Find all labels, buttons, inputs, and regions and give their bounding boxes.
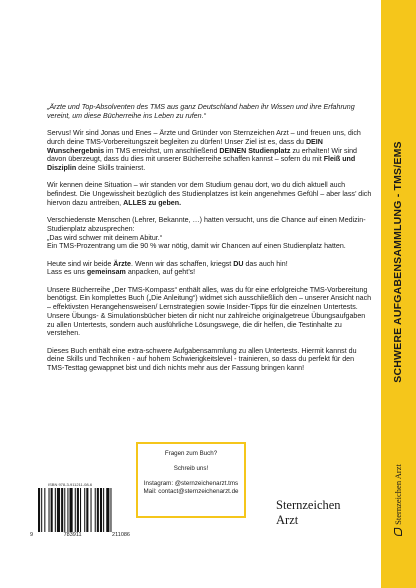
barcode-bar (51, 488, 53, 532)
barcode-bar (97, 488, 99, 532)
text-bold: gemeinsam (86, 268, 126, 277)
text-run: zu erhalten! Wir sind davon überzeugt, dass du dies mit unserer Bücherreihe schaffen kannst – sofern du mit (47, 146, 358, 164)
paragraph-intro (47, 129, 373, 173)
text-bold: Fleiß und Disziplin (47, 155, 356, 172)
barcode-bar (110, 488, 111, 532)
spine-brand (393, 464, 403, 536)
barcode-bars (30, 480, 130, 532)
barcode-bar (80, 488, 81, 532)
barcode-bar (41, 488, 42, 532)
barcode-bar (91, 488, 92, 532)
barcode-bar (70, 488, 73, 532)
text-bold: DU (233, 259, 244, 268)
text-bold: ALLES zu geben. (123, 198, 182, 207)
barcode-bar (67, 488, 68, 532)
contact-instagram: Instagram: @sternzeichenarzt.tms (143, 480, 239, 487)
paragraph-doubters (47, 216, 373, 251)
text-run: Wir kennen deine Situation – wir standen vor dem Studium genau dort, wo du dich aktuell auch befindest. Die Ungewissheit bezüglich des Studienplatzes ist kein angenehmes Gefühl – aber lass’ dich hiervon dazu antreiben, (47, 181, 372, 207)
publisher-logo (276, 498, 341, 528)
text-bold: DEINEN Studienplatz (219, 146, 291, 155)
text-run: Verschiedenste Menschen (Lehrer, Bekannte, …) hatten versucht, uns die Chance auf einen Medizin-Studienplatz abzusprechen: (47, 216, 366, 233)
barcode-bar (100, 488, 102, 532)
text-run: Servus! Wir sind Jonas und Enes – Ärzte und Gründer von Sternzeichen Arzt – und freuen uns, dich durch deine TMS-Vorbereitungszeit begleiten zu dürfen! Unser Ziel ist es, dass du (47, 129, 361, 146)
barcode-bar (64, 488, 65, 532)
barcode-isbn-text: ISBN 978-3-911211-08-6 (48, 482, 93, 487)
publisher-logo-line1: Sternzeichen (276, 498, 341, 512)
contact-box (136, 442, 246, 518)
intro-quote: „Ärzte und Top-Absolventen des TMS aus ganz Deutschland haben ihr Wissen und ihre Erfahrung vereint, um diese Bücherreihe ins Leben zu rufen.“ (47, 103, 355, 120)
paragraph-motivation (47, 260, 373, 277)
barcode-bar (103, 488, 104, 532)
contact-question: Fragen zum Buch? (164, 450, 218, 457)
text-run: „Das wird schwer mit deinem Abitur.“ (47, 233, 163, 242)
publisher-logo-line2: Arzt (276, 513, 299, 527)
paragraph-series: Unsere Bücherreihe „Der TMS-Kompass“ enthält alles, was du für eine erfolgreiche TMS-Vorbereitung benötigst. Ein komplettes Buch („Die Anleitung“) widmet sich ausschließlich den – unserer Ansicht nach – effektivsten Herangehensweisen/ Lernstrategien sowie Insider-Tipps für die einzelnen Untertests. Unsere Übungs- & Simulationsbücher bieten dir nicht nur zahlreiche originalgetreue Übungsaufgaben zu allen Untertests, sondern auch ausführliche Lösungswege, die dir helfen, die Testinhalte zu verstehen. (47, 285, 372, 338)
text-run: Lass es uns (47, 268, 87, 277)
back-cover-text (47, 103, 373, 381)
text-run: deine Skills trainierst. (76, 163, 146, 172)
barcode-bar (106, 488, 109, 532)
text-bold: Ärzte (113, 259, 131, 268)
barcode-bar (61, 488, 63, 532)
barcode-bar (49, 488, 50, 532)
text-bold: DEIN Wunschergebnis (47, 137, 323, 155)
barcode-digit-first: 9 (30, 532, 34, 538)
text-run: im TMS erreichst, um anschließend (104, 146, 220, 155)
text-run: Ein TMS-Prozentrang um die 90 % war nötig, damit wir Chancen auf einen Studienplatz hatten. (47, 242, 346, 251)
text-run: Heute sind wir beide (47, 259, 114, 268)
barcode-bar (86, 488, 88, 532)
barcode-bar (57, 488, 60, 532)
spine-brand-label: Sternzeichen Arzt (393, 464, 403, 525)
barcode-bar (77, 488, 79, 532)
contact-mail: Mail: contact@sternzeichenarzt.de (143, 488, 239, 495)
isbn-barcode (30, 480, 130, 540)
barcode-bar (84, 488, 85, 532)
text-run: das auch hin! (243, 259, 288, 268)
text-run: . Wenn wir das schaffen, kriegst (131, 259, 234, 268)
barcode-bar (55, 488, 56, 532)
barcode-group-2: 211086 (112, 532, 130, 538)
text-run: anpacken, auf geht’s! (125, 268, 196, 277)
paragraph-this-book: Dieses Buch enthält eine extra-schwere Aufgabensammlung zu allen Untertests. Hiermit kannst du deine Skills und Techniken - auf hohem Schwierigkeitslevel - trainieren, so dass du perfekt für den TMS-Testtag gewappnet bist und dich nichts mehr aus der Fassung bringen kann! (47, 346, 357, 372)
brand-logo-icon (394, 528, 402, 536)
barcode-bar (95, 488, 96, 532)
barcode-digits (30, 532, 130, 538)
paragraph-situation (47, 181, 373, 207)
barcode-bar (75, 488, 76, 532)
contact-cta: Schreib uns! (173, 465, 209, 472)
barcode-bar (44, 488, 45, 532)
spine-title: SCHWERE AUFGABENSAMMLUNG - TMS/EMS (392, 141, 404, 383)
barcode-group-1: 783911 (63, 532, 82, 538)
barcode-bar (38, 488, 40, 532)
